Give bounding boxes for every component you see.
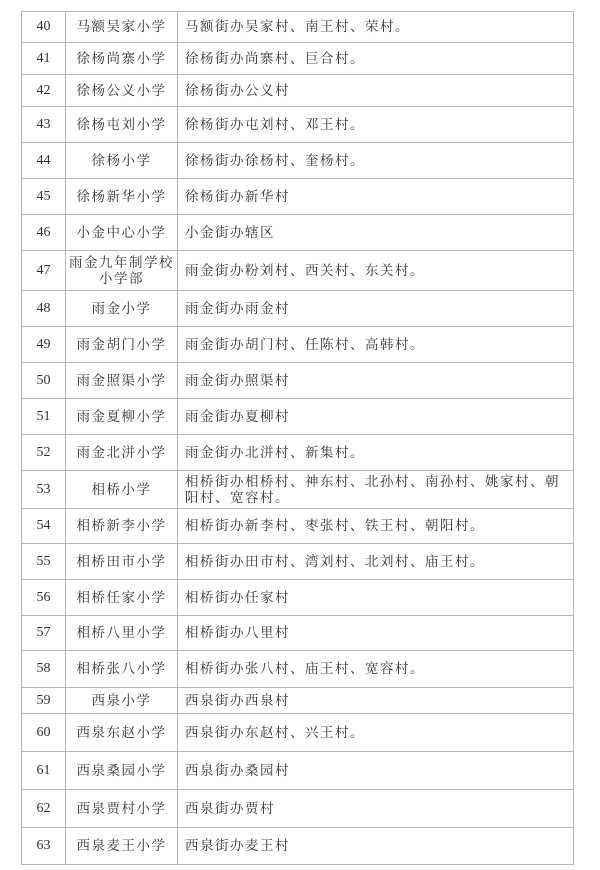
enrollment-area: 相桥街办八里村 xyxy=(178,616,574,651)
table-row xyxy=(22,688,574,714)
enrollment-area: 徐杨街办尚寨村、巨合村。 xyxy=(178,43,574,75)
table-row xyxy=(22,179,574,215)
school-name: 西泉东赵小学 xyxy=(66,714,178,752)
row-number: 40 xyxy=(22,12,66,43)
enrollment-area: 徐杨街办徐杨村、奎杨村。 xyxy=(178,143,574,179)
row-number: 50 xyxy=(22,363,66,399)
school-district-table xyxy=(21,11,574,865)
table-row xyxy=(22,107,574,143)
table-row xyxy=(22,752,574,790)
enrollment-area: 西泉街办贾村 xyxy=(178,790,574,828)
school-name: 相桥小学 xyxy=(66,471,178,509)
table-row xyxy=(22,143,574,179)
row-number: 43 xyxy=(22,107,66,143)
row-number: 41 xyxy=(22,43,66,75)
enrollment-area: 马额街办吴家村、南王村、荣村。 xyxy=(178,12,574,43)
table-row xyxy=(22,435,574,471)
school-name: 相桥田市小学 xyxy=(66,544,178,580)
table-row xyxy=(22,43,574,75)
enrollment-area: 相桥街办张八村、庙王村、宽容村。 xyxy=(178,651,574,688)
row-number: 60 xyxy=(22,714,66,752)
row-number: 61 xyxy=(22,752,66,790)
school-name: 西泉贾村小学 xyxy=(66,790,178,828)
school-name: 雨金照渠小学 xyxy=(66,363,178,399)
enrollment-area: 雨金街办粉刘村、西关村、东关村。 xyxy=(178,251,574,291)
enrollment-area: 徐杨街办屯刘村、邓王村。 xyxy=(178,107,574,143)
school-name: 西泉小学 xyxy=(66,688,178,714)
school-name: 相桥任家小学 xyxy=(66,580,178,616)
school-name: 徐杨尚寨小学 xyxy=(66,43,178,75)
row-number: 44 xyxy=(22,143,66,179)
table-row xyxy=(22,327,574,363)
school-name: 雨金北洴小学 xyxy=(66,435,178,471)
table-row xyxy=(22,215,574,251)
school-name: 相桥张八小学 xyxy=(66,651,178,688)
table-row xyxy=(22,580,574,616)
table-row xyxy=(22,544,574,580)
table-row xyxy=(22,471,574,509)
table-row xyxy=(22,399,574,435)
row-number: 53 xyxy=(22,471,66,509)
enrollment-area: 相桥街办田市村、湾刘村、北刘村、庙王村。 xyxy=(178,544,574,580)
row-number: 59 xyxy=(22,688,66,714)
school-name: 徐杨屯刘小学 xyxy=(66,107,178,143)
enrollment-area: 雨金街办照渠村 xyxy=(178,363,574,399)
table-row xyxy=(22,828,574,865)
school-name: 徐杨公义小学 xyxy=(66,75,178,107)
school-name: 徐杨新华小学 xyxy=(66,179,178,215)
table-body xyxy=(22,12,574,865)
school-name: 马额吴家小学 xyxy=(66,12,178,43)
school-name: 雨金胡门小学 xyxy=(66,327,178,363)
enrollment-area: 小金街办辖区 xyxy=(178,215,574,251)
row-number: 62 xyxy=(22,790,66,828)
row-number: 54 xyxy=(22,509,66,544)
enrollment-area: 西泉街办桑园村 xyxy=(178,752,574,790)
school-name: 相桥八里小学 xyxy=(66,616,178,651)
enrollment-area: 雨金街办雨金村 xyxy=(178,291,574,327)
table-row xyxy=(22,714,574,752)
school-name: 西泉桑园小学 xyxy=(66,752,178,790)
enrollment-area: 雨金街办夏柳村 xyxy=(178,399,574,435)
row-number: 57 xyxy=(22,616,66,651)
enrollment-area: 相桥街办新李村、枣张村、铁王村、朝阳村。 xyxy=(178,509,574,544)
row-number: 52 xyxy=(22,435,66,471)
row-number: 49 xyxy=(22,327,66,363)
row-number: 58 xyxy=(22,651,66,688)
enrollment-area: 徐杨街办公义村 xyxy=(178,75,574,107)
enrollment-area: 相桥街办相桥村、神东村、北孙村、南孙村、姚家村、朝阳村、宽容村。 xyxy=(178,471,574,509)
school-name: 徐杨小学 xyxy=(66,143,178,179)
row-number: 55 xyxy=(22,544,66,580)
enrollment-area: 雨金街办胡门村、任陈村、高韩村。 xyxy=(178,327,574,363)
row-number: 46 xyxy=(22,215,66,251)
enrollment-area: 徐杨街办新华村 xyxy=(178,179,574,215)
table-row xyxy=(22,251,574,291)
school-name: 雨金小学 xyxy=(66,291,178,327)
enrollment-area: 相桥街办任家村 xyxy=(178,580,574,616)
row-number: 63 xyxy=(22,828,66,865)
school-name: 雨金夏柳小学 xyxy=(66,399,178,435)
table-row xyxy=(22,363,574,399)
row-number: 56 xyxy=(22,580,66,616)
row-number: 47 xyxy=(22,251,66,291)
table-row xyxy=(22,75,574,107)
enrollment-area: 西泉街办东赵村、兴王村。 xyxy=(178,714,574,752)
enrollment-area: 西泉街办西泉村 xyxy=(178,688,574,714)
row-number: 51 xyxy=(22,399,66,435)
table-row xyxy=(22,12,574,43)
row-number: 48 xyxy=(22,291,66,327)
enrollment-area: 西泉街办麦王村 xyxy=(178,828,574,865)
table-row xyxy=(22,790,574,828)
table-row xyxy=(22,616,574,651)
table-row xyxy=(22,291,574,327)
enrollment-area: 雨金街办北洴村、新集村。 xyxy=(178,435,574,471)
school-name: 相桥新李小学 xyxy=(66,509,178,544)
row-number: 42 xyxy=(22,75,66,107)
table-row xyxy=(22,651,574,688)
school-name: 雨金九年制学校小学部 xyxy=(66,251,178,291)
school-name: 西泉麦王小学 xyxy=(66,828,178,865)
table-row xyxy=(22,509,574,544)
row-number: 45 xyxy=(22,179,66,215)
school-name: 小金中心小学 xyxy=(66,215,178,251)
